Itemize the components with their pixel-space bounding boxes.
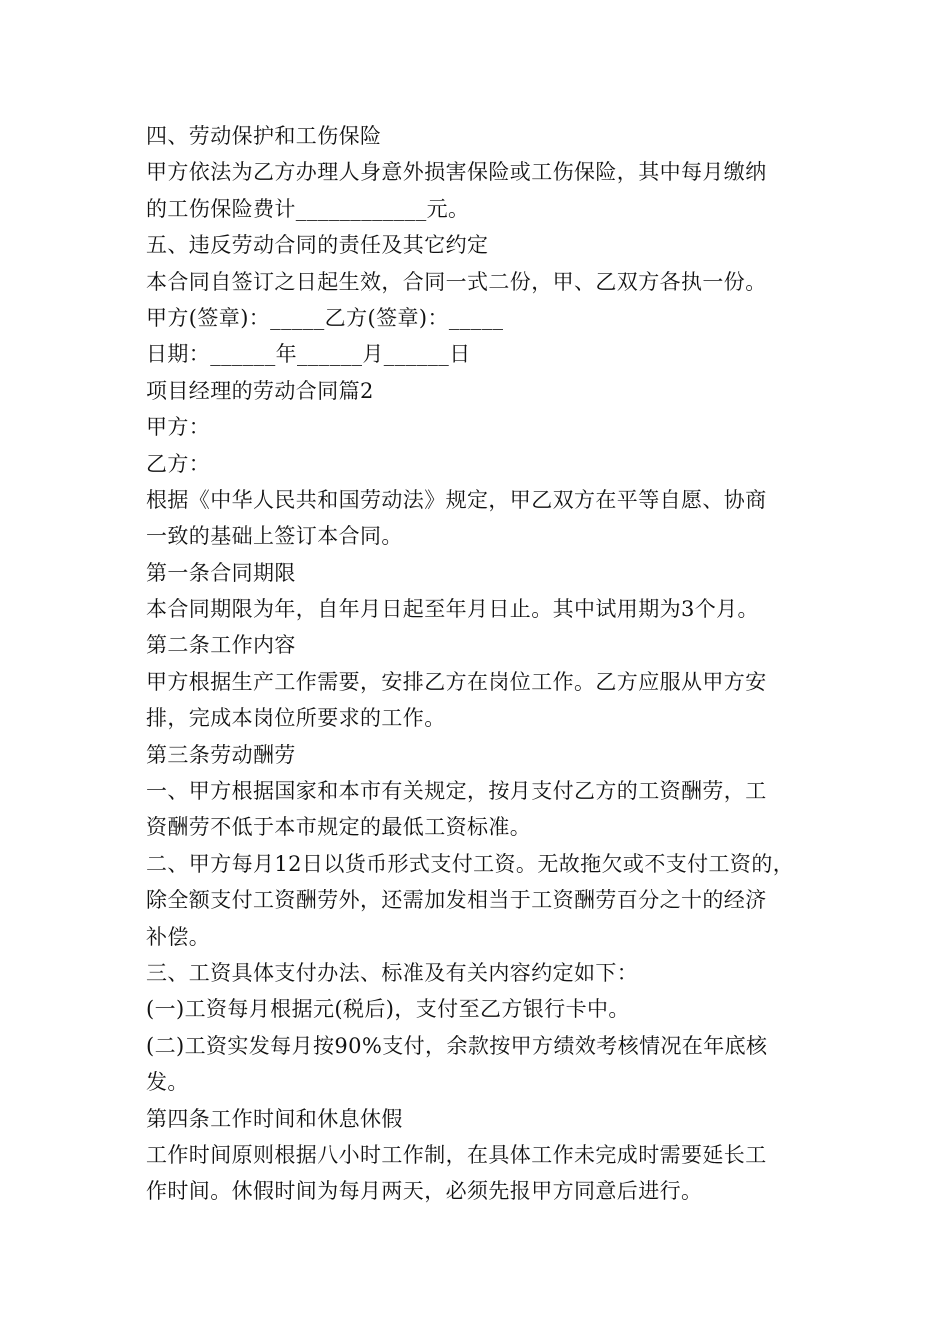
date-line: 日期：______年______月______日 [146,342,471,367]
party-b-line: 乙方： [146,451,211,476]
article-heading-work-content: 第二条工作内容 [146,633,296,658]
paragraph-line: 资酬劳不低于本市规定的最低工资标准。 [146,815,532,840]
paragraph-line: 甲方根据生产工作需要，安排乙方在岗位工作。乙方应服从甲方安 [146,669,767,694]
article-heading-term: 第一条合同期限 [146,560,296,585]
signature-line: 甲方(签章)：_____乙方(签章)：_____ [146,305,504,330]
article-heading-working-hours: 第四条工作时间和休息休假 [146,1106,403,1131]
paragraph-line: 除全额支付工资酬劳外，还需加发相当于工资酬劳百分之十的经济 [146,888,767,913]
paragraph-line: 发。 [146,1070,189,1095]
document-body [146,118,814,1210]
paragraph-line: 三、工资具体支付办法、标准及有关内容约定如下： [146,960,639,985]
paragraph-line: 本合同期限为年，自年月日起至年月日止。其中试用期为3个月。 [146,597,759,622]
paragraph-line: 甲方依法为乙方办理人身意外损害保险或工伤保险，其中每月缴纳 [146,160,767,185]
paragraph-line: (一)工资每月根据元(税后)，支付至乙方银行卡中。 [146,997,630,1022]
contract-title: 项目经理的劳动合同篇2 [146,378,374,403]
paragraph-line: 补偿。 [146,924,211,949]
section-heading-liability: 五、违反劳动合同的责任及其它约定 [146,233,489,258]
paragraph-line: 作时间。休假时间为每月两天，必须先报甲方同意后进行。 [146,1179,703,1204]
party-a-line: 甲方： [146,415,211,440]
section-heading-labor-protection: 四、劳动保护和工伤保险 [146,124,382,148]
paragraph-line: 排，完成本岗位所要求的工作。 [146,706,446,731]
paragraph-line: 的工伤保险费计____________元。 [146,196,470,221]
paragraph-line: (二)工资实发每月按90%支付，余款按甲方绩效考核情况在年底核 [146,1033,768,1058]
paragraph-line: 一、甲方根据国家和本市有关规定，按月支付乙方的工资酬劳，工 [146,779,767,804]
paragraph-line: 根据《中华人民共和国劳动法》规定，甲乙双方在平等自愿、协商 [146,487,767,512]
paragraph-line: 二、甲方每月12日以货币形式支付工资。无故拖欠或不支付工资的， [146,851,795,876]
paragraph-line: 一致的基础上签订本合同。 [146,524,403,549]
paragraph-line: 工作时间原则根据八小时工作制，在具体工作未完成时需要延长工 [146,1142,767,1167]
paragraph-line: 本合同自签订之日起生效，合同一式二份，甲、乙双方各执一份。 [146,269,767,294]
article-heading-remuneration: 第三条劳动酬劳 [146,742,296,767]
